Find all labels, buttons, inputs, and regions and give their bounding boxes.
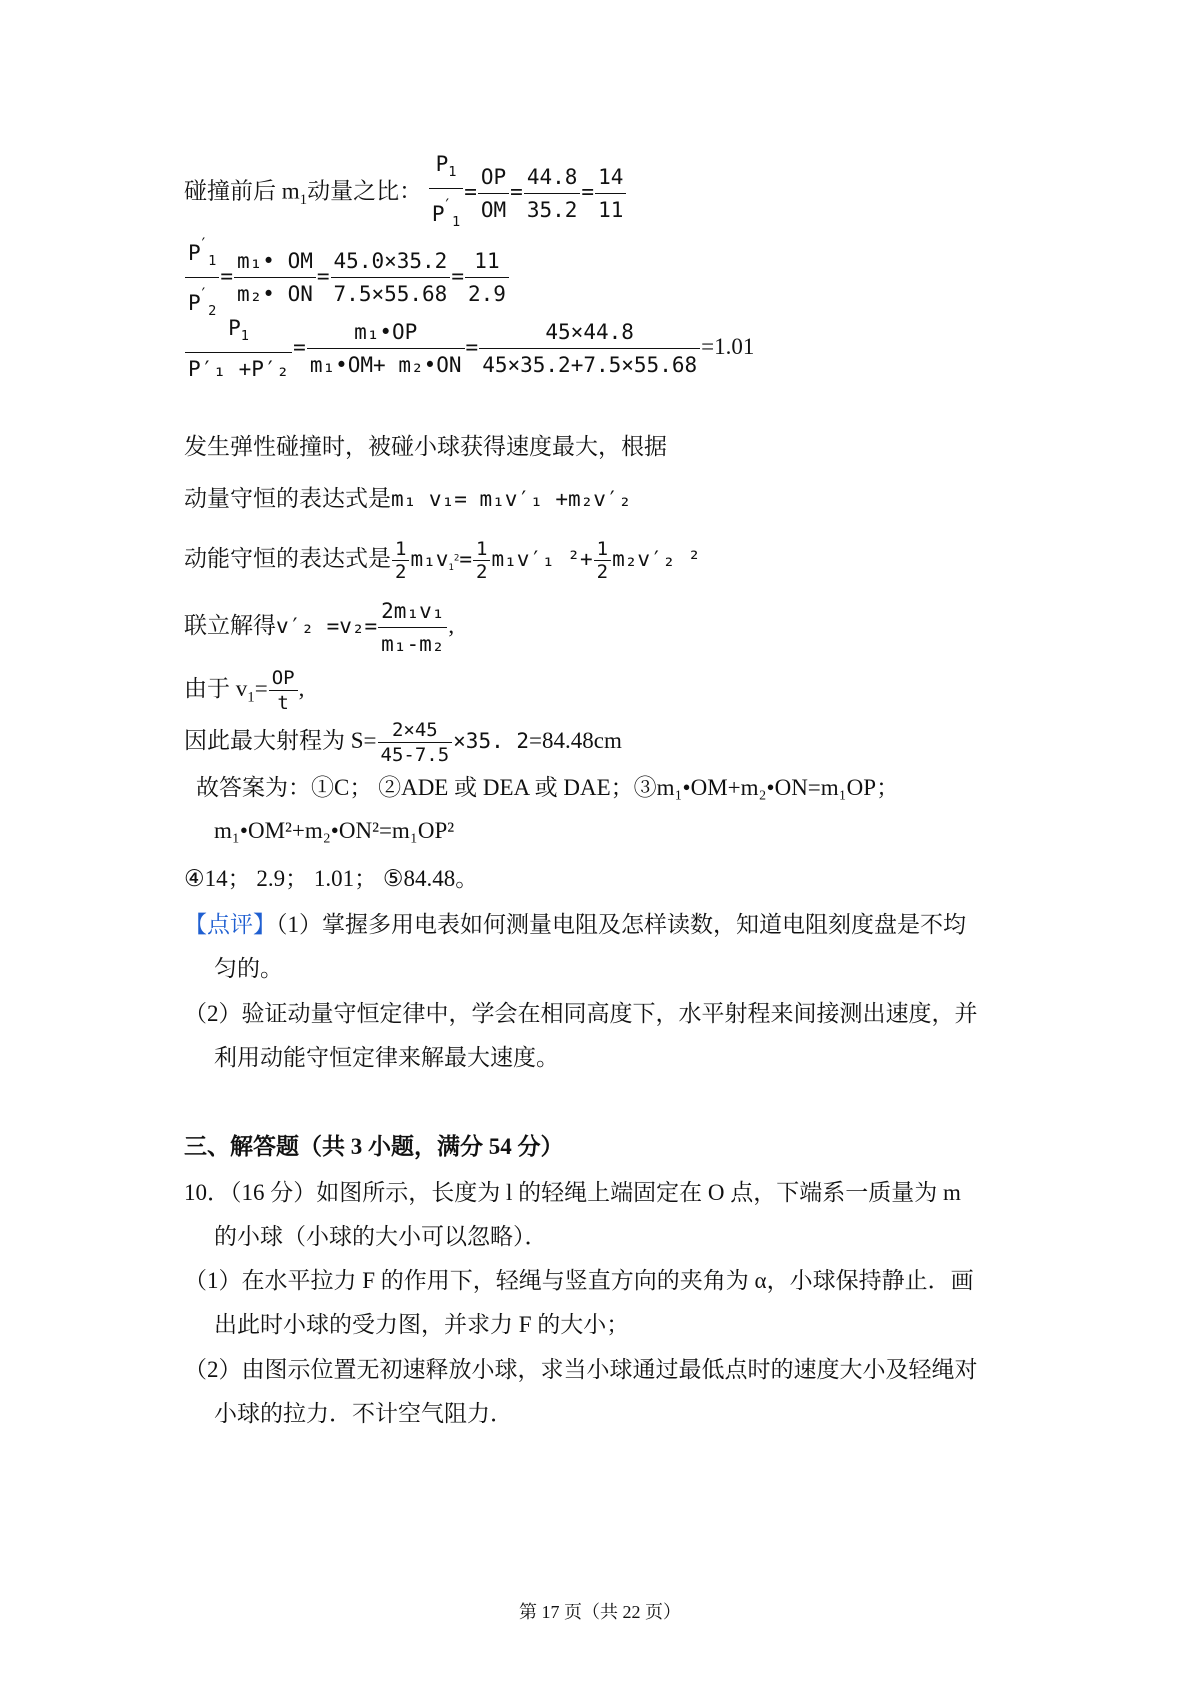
- momentum-ratio-line: 碰撞前后 $m_1$动量之比： $\frac{P_1}{P'_1}$ = $\frac{OP}{OM}$ = $\frac{44.8}{35.2}$ = $\frac{14}{11}$: [184, 148, 627, 238]
- fraction: $\frac{45\times 44.8}{45\times 35.2+7.5\times 55.68}$: [479, 316, 700, 381]
- equals: =: [254, 675, 268, 701]
- equals: =: [464, 179, 477, 204]
- label: 碰撞前后 m: [184, 178, 300, 204]
- momentum-conservation-line: [184, 484, 631, 514]
- label: 联立解得: [184, 612, 276, 638]
- numerator: P: [435, 152, 449, 176]
- fraction: $\frac{1}{2}$: [594, 538, 611, 583]
- fraction: $\frac{P_1}{\text{P′₁ +P′₂}}$: [185, 312, 292, 385]
- punct: ,: [298, 675, 305, 701]
- fraction: $\frac{14}{11}$: [595, 161, 626, 226]
- page-footer: 第 17 页（共 22 页）: [519, 1602, 681, 1622]
- solve-line: [184, 595, 454, 660]
- answer-line-2: m₁•OM²+m₂•ON²=m₁OP²: [214, 818, 455, 843]
- expression: m₁ v₁= m₁v′₁ +m₂v′₂: [391, 487, 632, 511]
- fraction: $\frac{1}{2}$: [392, 538, 409, 583]
- comment-line-2b: 利用动能守恒定律来解最大速度。: [214, 1045, 559, 1070]
- result: =84.48cm: [529, 727, 622, 753]
- fraction: $\frac{1}{2}$: [473, 538, 490, 583]
- question-line-6: 小球的拉力．不计空气阻力．: [214, 1401, 513, 1426]
- fraction: $\frac{P'_1}{P'_2}$: [185, 228, 219, 327]
- label: 动量之比：: [307, 178, 423, 204]
- expression: m₁v: [410, 546, 449, 571]
- comment-line-1b: 匀的。: [214, 956, 283, 981]
- ratio-line-2: $\frac{P'_1}{P'_2}$ = $\frac{\text{m₁• OM}}{\text{m₂• ON}}$ = $\frac{45.0\times 35.2}{7.5\times 55.68}$ = $\frac{11}{2.9}$: [184, 228, 510, 327]
- expression: v′₂ =v₂=: [276, 613, 378, 638]
- velocity-line: [184, 666, 304, 715]
- comment-text: （1）掌握多用电表如何测量电阻及怎样读数，知道电阻刻度盘是不均: [276, 912, 966, 937]
- question-line-4: 出此时小球的受力图，并求力 F 的大小；: [214, 1312, 630, 1337]
- fraction: $\frac{OP}{t}$: [269, 666, 298, 715]
- result: =1.01: [701, 333, 755, 359]
- fraction: $\frac{P_1}{P'_1}$: [429, 148, 463, 238]
- expression: m₂v′₂ ²: [612, 546, 701, 571]
- comment-line-2: （2）验证动量守恒定律中，学会在相同高度下，水平射程来间接测出速度，并: [184, 1001, 978, 1026]
- text-line: 发生弹性碰撞时，被碰小球获得速度最大，根据: [184, 434, 667, 459]
- expression: m₁v′₁ ²+: [491, 546, 593, 571]
- subscript: 1: [247, 689, 255, 706]
- answer-line-1: 故答案为：①C； ②ADE 或 DEA 或 DAE；③m₁•OM+m₂•ON=m₁OP；: [196, 775, 900, 800]
- fraction: $\frac{11}{2.9}$: [465, 245, 509, 310]
- label: 因此最大射程为 S=: [184, 727, 377, 753]
- fraction: $\frac{44.8}{35.2}$: [524, 161, 581, 226]
- question-line-1: 10．（16 分）如图所示，长度为 l 的轻绳上端固定在 O 点，下端系一质量为 m: [184, 1180, 961, 1205]
- denominator: P: [431, 202, 445, 227]
- section-heading: 三、解答题（共 3 小题，满分 54 分）: [184, 1134, 564, 1159]
- ratio-line-3: $\frac{P_1}{\text{P′₁ +P′₂}}$ = $\frac{\text{m₁•OP}}{\text{m₁•OM+ m₂•ON}}$ = $\frac{45\times 44.8}{45\times 35.2+7.5\times 55.68}$ =1.01: [184, 312, 754, 385]
- fraction: $\frac{\text{m₁• OM}}{\text{m₂• ON}}$: [234, 245, 316, 310]
- label: 动能守恒的表达式是: [184, 545, 391, 571]
- comment-tag: 【点评】: [184, 912, 276, 937]
- question-line-2: 的小球（小球的大小可以忽略）．: [214, 1224, 548, 1249]
- expression: ×35. 2: [453, 728, 530, 753]
- answer-line-3: ④14； 2.9； 1.01； ⑤84.48。: [184, 866, 479, 891]
- energy-conservation-line: 动能守恒的表达式是 $\frac{1}{2}$ $m_1v_1^2=$ $\frac{1}{2}$ m₁v′₁ ²+ $\frac{1}{2}$ m₂v′₂ ²: [184, 538, 701, 583]
- range-line: [184, 718, 622, 767]
- fraction: $\frac{OP}{OM}$: [478, 161, 509, 226]
- comment-line-1: [184, 910, 966, 940]
- question-line-5: （2）由图示位置无初速释放小球，求当小球通过最低点时的速度大小及轻绳对: [184, 1357, 978, 1382]
- punct: ,: [448, 612, 455, 638]
- label: 动量守恒的表达式是: [184, 486, 391, 511]
- fraction: $\frac{45.0\times 35.2}{7.5\times 55.68}$: [331, 245, 451, 310]
- question-line-3: （1）在水平拉力 F 的作用下，轻绳与竖直方向的夹角为 α，小球保持静止．画: [184, 1268, 974, 1293]
- fraction: $\frac{\text{2m₁v₁}}{\text{m₁-m₂}}$: [378, 595, 447, 660]
- fraction: $\frac{2\times 45}{45-7.5}$: [378, 718, 453, 767]
- fraction: $\frac{\text{m₁•OP}}{\text{m₁•OM+ m₂•ON}}$: [307, 316, 465, 381]
- label: 由于 v: [184, 675, 248, 701]
